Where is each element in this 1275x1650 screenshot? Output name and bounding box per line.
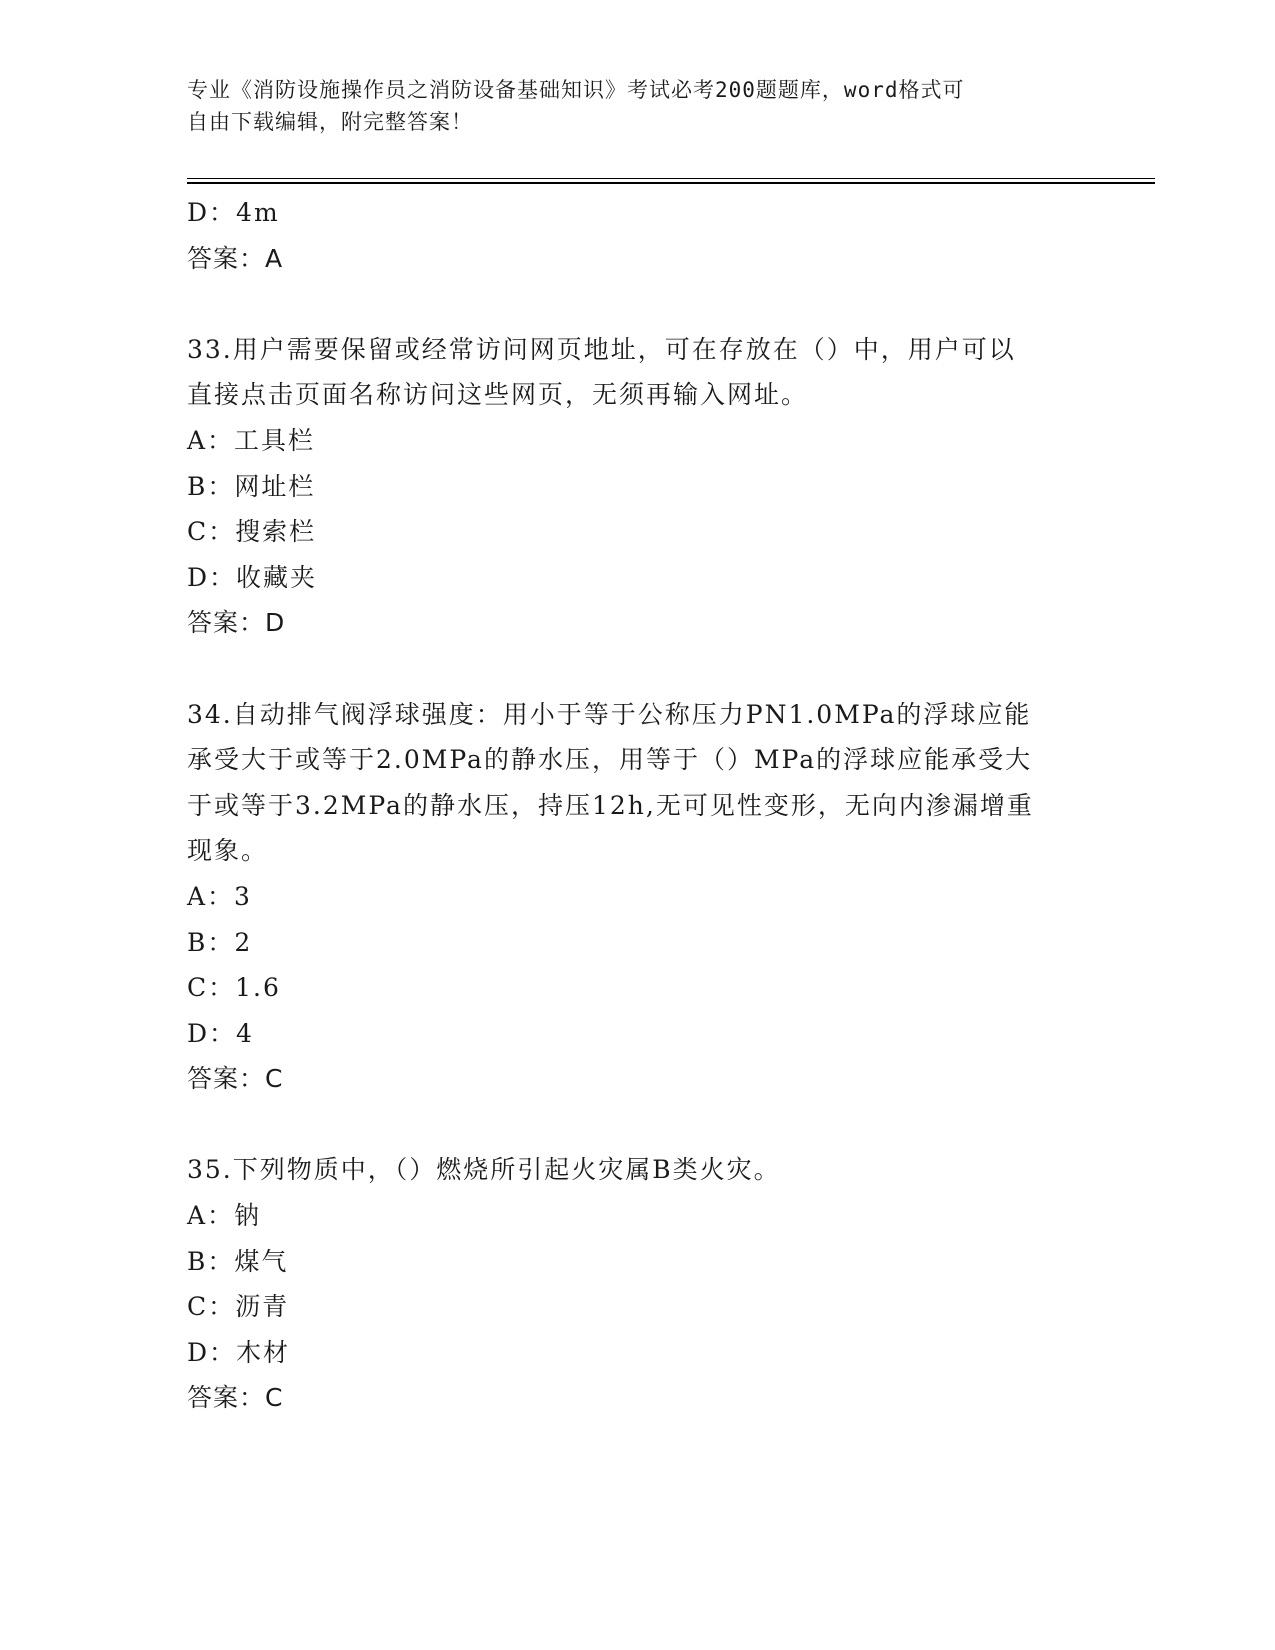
option-d: D：收藏夹 — [187, 562, 318, 592]
option-c: C：1.6 — [187, 973, 281, 1003]
question-stem-line: 现象。 — [187, 836, 269, 866]
option-c: C：沥青 — [187, 1292, 290, 1322]
option-b: B：2 — [187, 927, 253, 957]
option-d: D：4m — [187, 198, 280, 227]
option-d: D：4 — [187, 1018, 254, 1048]
answer-line: 答案：A — [187, 243, 284, 273]
question-stem-line: 直接点击页面名称访问这些网页，无须再输入网址。 — [187, 380, 809, 410]
header-divider-thin — [187, 178, 1155, 179]
header-title-line-1: 专业《消防设施操作员之消防设备基础知识》考试必考200题题库，word格式可 — [187, 78, 965, 102]
page-header — [187, 74, 1087, 138]
answer-line: 答案：D — [187, 608, 286, 638]
spacer — [187, 281, 1087, 327]
spacer — [187, 646, 1087, 692]
previous-question-tail — [187, 190, 1087, 281]
question-list — [187, 190, 1087, 1421]
option-b: B：网址栏 — [187, 471, 316, 501]
question-33 — [187, 327, 1087, 646]
question-stem-line: 35.下列物质中，（）燃烧所引起火灾属B类火灾。 — [187, 1155, 781, 1185]
answer-line: 答案：C — [187, 1383, 284, 1413]
option-a: A：工具栏 — [187, 425, 316, 455]
header-title-line-2: 自由下载编辑，附完整答案！ — [187, 110, 473, 134]
question-stem-line: 承受大于或等于2.0MPa的静水压，用等于（）MPa的浮球应能承受大 — [187, 745, 1033, 775]
option-d: D：木材 — [187, 1337, 291, 1367]
spacer — [187, 1102, 1087, 1148]
question-35 — [187, 1147, 1087, 1421]
option-a: A：3 — [187, 881, 252, 911]
header-divider-thick — [187, 182, 1155, 184]
option-b: B：煤气 — [187, 1246, 289, 1276]
question-stem-line: 34.自动排气阀浮球强度：用小于等于公称压力PN1.0MPa的浮球应能 — [187, 699, 1032, 729]
question-stem-line: 33.用户需要保留或经常访问网页地址，可在存放在（）中，用户可以 — [187, 334, 1016, 364]
question-34 — [187, 692, 1087, 1102]
question-stem-line: 于或等于3.2MPa的静水压，持压12h,无可见性变形，无向内渗漏增重 — [187, 790, 1034, 820]
option-c: C：搜索栏 — [187, 517, 317, 547]
answer-line: 答案：C — [187, 1064, 284, 1094]
option-a: A：钠 — [187, 1201, 262, 1231]
